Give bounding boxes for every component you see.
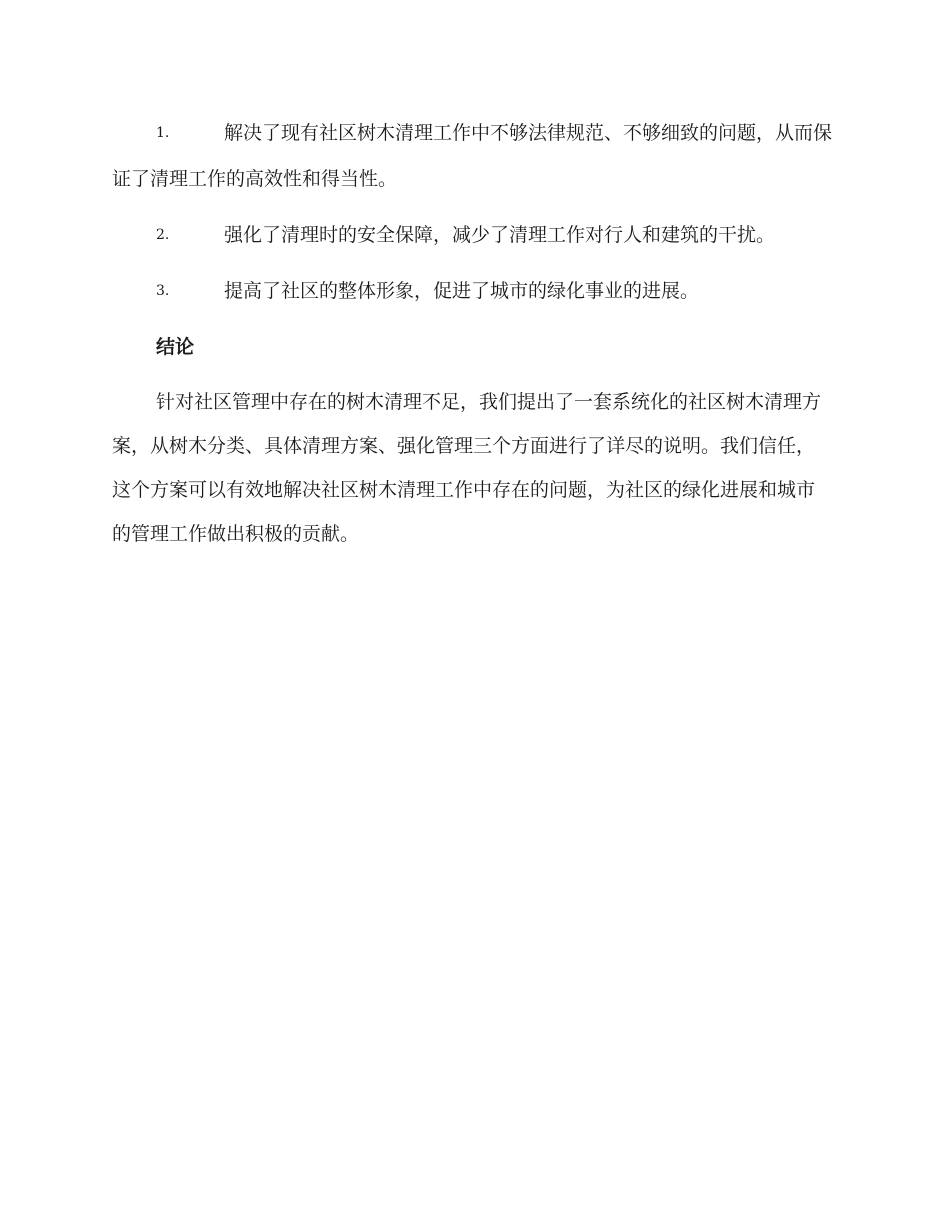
list-item-number: 1. bbox=[156, 125, 170, 141]
list-item-number: 2. bbox=[156, 227, 170, 243]
list-item-text: 提高了社区的整体形象，促进了城市的绿化事业的进展。 bbox=[224, 280, 700, 302]
list-item bbox=[112, 268, 832, 314]
conclusion-paragraph: 针对社区管理中存在的树木清理不足，我们提出了一套系统化的社区树木清理方案，从树木分类、具体清理方案、强化管理三个方面进行了详尽的说明。我们信任，这个方案可以有效地解决社区树木清理工作中存在的问题，为社区的绿化进展和城市的管理工作做出积极的贡献。 bbox=[112, 391, 822, 545]
document-content bbox=[112, 110, 832, 556]
section-heading-conclusion: 结论 bbox=[156, 336, 195, 358]
list-item bbox=[112, 212, 832, 258]
list-item bbox=[112, 110, 832, 202]
list-item-text: 强化了清理时的安全保障，减少了清理工作对行人和建筑的干扰。 bbox=[224, 224, 776, 246]
list-item-text: 解决了现有社区树木清理工作中不够法律规范、不够细致的问题，从而保证了清理工作的高效性和得当性。 bbox=[112, 122, 833, 190]
list-item-number: 3. bbox=[156, 283, 170, 299]
